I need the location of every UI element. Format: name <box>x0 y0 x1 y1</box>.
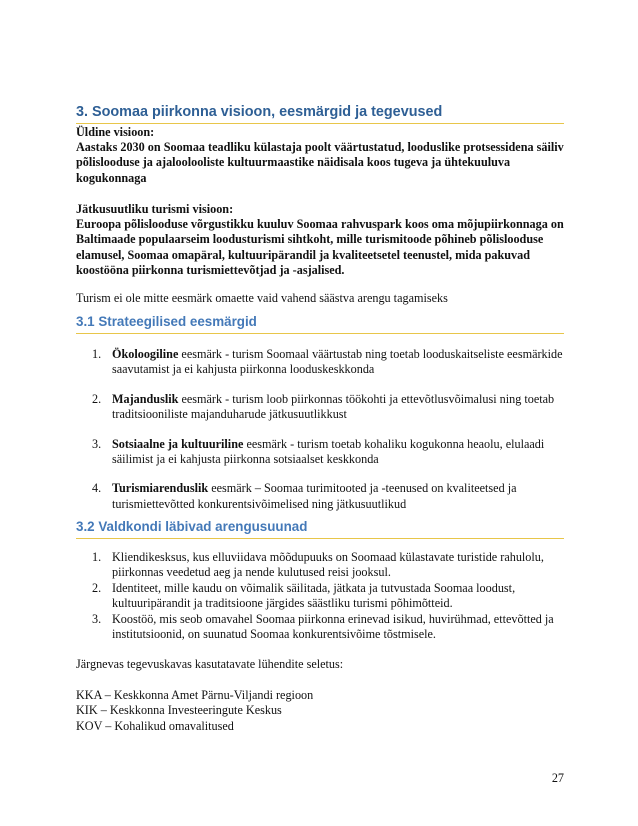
subsection-heading-3-1: 3.1 Strateegilised eesmärgid <box>76 313 564 334</box>
goal-name: Majanduslik <box>112 391 179 406</box>
development-directions-list <box>92 550 566 642</box>
abbreviation-item: KOV – Kohalikud omavalitused <box>76 718 234 733</box>
abbreviations-list <box>76 688 566 734</box>
list-item: 2. Identiteet, mille kaudu on võimalik säilitada, jätkata ja tutvustada Soomaa loodust, kultuuripärandit ja traditsioone järgides säästliku turismi põhimõtteid. <box>92 580 516 611</box>
general-vision-text: Aastaks 2030 on Soomaa teadliku külastaja poolt väärtustatud, looduslike protsessidena säiliv põlislooduse ja ajaloolooliste kultuurmaastike näidisala koos tugeva ja ühtekuuluva kogukonnaga <box>76 140 564 185</box>
list-item: 4. Turismiarenduslik eesmärk – Soomaa turimitooted ja -teenused on kvaliteetsed ja turismiettevõtted konkurentsivõimelised ning jätkusuutlikud <box>92 481 517 511</box>
list-item: 3. Koostöö, mis seob omavahel Soomaa piirkonna erinevad isikud, huvirühmad, ettevõtted ja institutsioonid, on suunatud Soomaa konkurentsivõime tõstmisele. <box>92 611 554 642</box>
goal-text: eesmärk - turism toetab kohaliku kogukonna heaolu, elulaadi säilimist ja ei kahjusta piirkonna sotsiaalset keskkonda <box>112 436 545 467</box>
list-item: 3. Sotsiaalne ja kultuuriline eesmärk - turism toetab kohaliku kogukonna heaolu, elulaadi säilimist ja ei kahjusta piirkonna sotsiaalset keskkonda <box>92 436 545 467</box>
goal-text: eesmärk – Soomaa turimitooted ja -teenused on kvaliteetsed ja turismiettevõtted konkurentsivõimelised ning jätkusuutlikud <box>112 481 517 511</box>
general-vision-label: Üldine visioon: <box>76 125 155 139</box>
abbreviation-item: KKA – Keskkonna Amet Pärnu-Viljandi regioon <box>76 688 314 702</box>
abbreviation-item: KIK – Keskkonna Investeeringute Keskus <box>76 703 282 718</box>
section-heading: 3. Soomaa piirkonna visioon, eesmärgid ja tegevused <box>76 103 564 124</box>
tourism-vision-label: Jätkusuutliku turismi visioon: <box>76 202 234 216</box>
goal-text: eesmärk - turism loob piirkonnas töökohti ja ettevõtlusvõimalusi ning toetab traditsiooniliste majanduharude jätkusuutlikkust <box>112 391 555 422</box>
goal-name: Turismiarenduslik <box>112 481 209 496</box>
page-number: 27 <box>551 771 564 785</box>
list-item: 2. Majanduslik eesmärk - turism loob piirkonnas töökohti ja ettevõtlusvõimalusi ning toetab traditsiooniliste majanduharude jätkusuutlikkust <box>92 391 555 422</box>
abbreviations-intro: Järgnevas tegevuskavas kasutatavate lühendite seletus: <box>76 657 344 671</box>
list-item: 1. Kliendikesksus, kus elluviidava mõõdupuuks on Soomaad külastavate turistide rahulolu, piirkonnas veedetud aeg ja nende kulutused reisi jooksul. <box>92 550 544 580</box>
strategic-goals-list <box>92 347 566 512</box>
tourism-vision-text: Euroopa põlisloodusе võrgustikku kuuluv Soomaa rahvuspark koos oma mõjupiirkonnaga on Baltimaade populaarseim loodusturismi sihtkoht, mille turismitoode põhineb põlisloodusе elamusel, Soomaa omapäral, kultuuripärandil ja kvaliteetsetel teenustel, mida pakuvad koostööna piirkonna turismiettevõtjad ja -asjalised. <box>76 217 564 278</box>
tourism-note: Turism ei ole mitte eesmärk omaette vaid vahend säästva arengu tagamiseks <box>76 291 448 305</box>
list-item: 1. Ökoloogiline eesmärk - turism Soomaal väärtustab ning toetab looduskaitseliste eesmärkide saavutamist ja ei kahjusta piirkonna looduskeskkonda <box>92 347 563 377</box>
goal-name: Ökoloogiline <box>112 347 179 361</box>
goal-text: eesmärk - turism Soomaal väärtustab ning toetab looduskaitseliste eesmärkide saavutamist ja ei kahjusta piirkonna looduskeskkonda <box>112 347 563 377</box>
goal-name: Sotsiaalne ja kultuuriline <box>112 436 244 451</box>
subsection-heading-3-2: 3.2 Valdkondi läbivad arengusuunad <box>76 518 564 539</box>
